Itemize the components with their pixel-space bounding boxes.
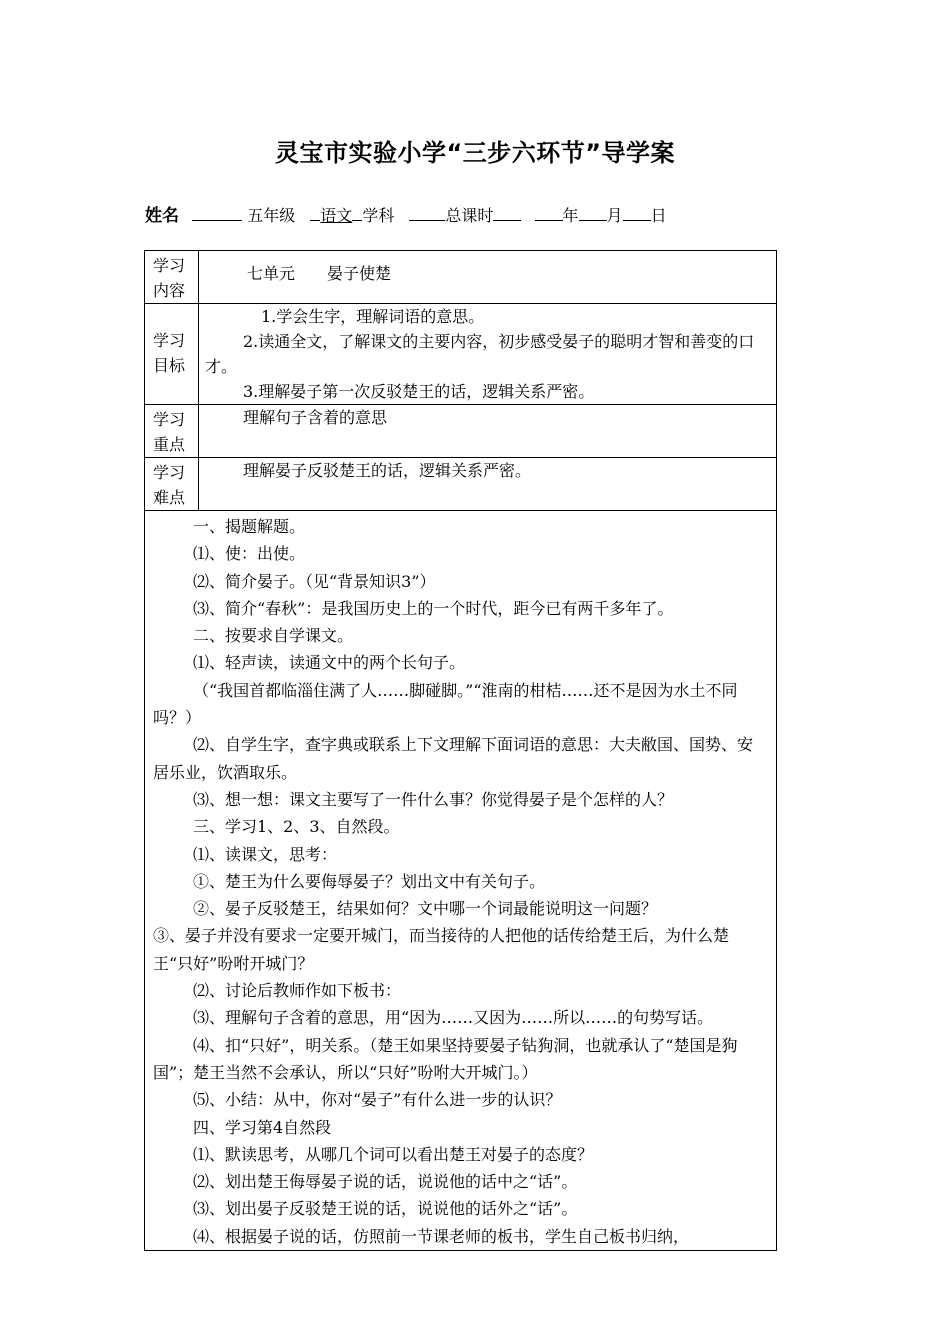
body-line: ⑵、划出楚王侮辱晏子说的话，说说他的话中之“话”。 — [193, 1172, 578, 1192]
row-content — [145, 251, 777, 304]
lesson-body — [145, 511, 777, 1251]
key-label-line2: 重点 — [153, 435, 186, 454]
year-label: 年 — [562, 206, 579, 225]
name-label: 姓名 — [145, 206, 179, 226]
body-line: （“我国首都临淄住满了人……脚碰脚。”“淮南的柑桔……还不是因为水土不同吗？） — [153, 680, 738, 728]
goals-label-line2: 目标 — [153, 356, 186, 375]
grade-label: 五年级 — [247, 206, 296, 225]
key-label — [145, 405, 199, 458]
body-line: ⑴、使：出使。 — [193, 544, 306, 564]
total-hours-blank[interactable] — [493, 204, 521, 221]
goals-label-line1: 学习 — [153, 331, 186, 350]
difficult-value-cell — [199, 458, 777, 511]
month-blank[interactable] — [579, 204, 607, 221]
row-body — [145, 511, 777, 1251]
body-line: ①、楚王为什么要侮辱晏子？划出文中有关句子。 — [193, 871, 546, 891]
body-line: ⑵、自学生字，查字典或联系上下文理解下面词语的意思：大夫敝国、国势、安居乐业，饮酒取乐。 — [153, 735, 754, 782]
difficult-label-line2: 难点 — [153, 488, 186, 507]
goal-2: 2.读通全文，了解课文的主要内容，初步感受晏子的聪明才智和善变的口才。 — [205, 332, 755, 376]
name-blank[interactable] — [192, 204, 242, 221]
body-line: ⑴、轻声读，读通文中的两个长句子。 — [193, 653, 466, 673]
student-info-line — [145, 201, 667, 226]
total-hours-label: 总课时 — [445, 206, 494, 225]
row-goals — [145, 304, 777, 405]
body-line: 一、揭题解题。 — [193, 517, 306, 536]
year-blank[interactable] — [535, 204, 563, 221]
content-value: 七单元 晏子使楚 — [247, 264, 392, 283]
row-difficult — [145, 458, 777, 511]
body-line: 二、按要求自学课文。 — [193, 626, 354, 646]
body-line: ⑵、讨论后教师作如下板书： — [193, 981, 402, 1001]
content-value-cell — [199, 251, 777, 304]
difficult-label-line1: 学习 — [153, 463, 186, 482]
body-line: ⑴、读课文，思考： — [193, 844, 338, 864]
body-line: ⑷、根据晏子说的话，仿照前一节课老师的板书，学生自己板书归纳， — [193, 1226, 690, 1246]
content-label-line2: 内容 — [153, 281, 186, 300]
body-line: 三、学习1、2、3、自然段。 — [193, 817, 400, 837]
body-line: ⑸、小结：从中，你对“晏子”有什么进一步的认识？ — [193, 1090, 562, 1110]
body-line: ③、晏子并没有要求一定要开城门，而当接待的人把他的话传给楚王后，为什么楚王“只好”吩咐开城门？ — [153, 926, 730, 973]
unit-blank[interactable] — [409, 204, 445, 221]
content-label — [145, 251, 199, 304]
goal-3: 3.理解晏子第一次反驳楚王的话，逻辑关系严密。 — [243, 382, 595, 401]
body-line: ⑶、理解句子含着的意思，用“因为……又因为……所以……的句势写话。 — [193, 1008, 714, 1028]
study-plan-table — [144, 250, 777, 1251]
subject-post-blank — [352, 204, 362, 221]
body-line: ⑷、扣“只好”，明关系。（楚王如果坚持要晏子钻狗洞，也就承认了“楚国是狗国”；楚王当然不会承认，所以“只好”吩咐大开城门。） — [153, 1035, 738, 1082]
body-line: ②、晏子反驳楚王，结果如何？文中哪一个词最能说明这一问题？ — [193, 899, 658, 919]
month-label: 月 — [606, 206, 623, 225]
key-value-cell — [199, 405, 777, 458]
goal-1: 1.学会生字，理解词语的意思。 — [261, 307, 485, 326]
body-line: ⑶、想一想：课文主要写了一件什么事？你觉得晏子是个怎样的人？ — [193, 789, 674, 809]
subject-label: 学科 — [362, 206, 395, 225]
body-line: ⑵、简介晏子。（见“背景知识3”） — [193, 571, 436, 591]
content-label-line1: 学习 — [153, 256, 186, 275]
body-line: ⑶、简介“春秋”：是我国历史上的一个时代，距今已有两千多年了。 — [193, 598, 674, 618]
row-key — [145, 405, 777, 458]
subject-pre-blank — [310, 204, 320, 221]
goals-value-cell — [199, 304, 777, 405]
key-value: 理解句子含着的意思 — [243, 408, 388, 427]
day-blank[interactable] — [623, 204, 651, 221]
key-label-line1: 学习 — [153, 410, 186, 429]
body-line: ⑶、划出晏子反驳楚王说的话，说说他的话外之“话”。 — [193, 1199, 578, 1219]
difficult-label — [145, 458, 199, 511]
day-label: 日 — [650, 206, 667, 225]
page-title: 灵宝市实验小学“三步六环节”导学案 — [274, 139, 676, 167]
difficult-value: 理解晏子反驳楚王的话，逻辑关系严密。 — [243, 461, 532, 480]
body-line: ⑴、默读思考，从哪几个词可以看出楚王对晏子的态度？ — [193, 1144, 594, 1164]
subject-value: 语文 — [320, 206, 353, 225]
body-line: 四、学习第4自然段 — [193, 1117, 332, 1137]
goals-label — [145, 304, 199, 405]
